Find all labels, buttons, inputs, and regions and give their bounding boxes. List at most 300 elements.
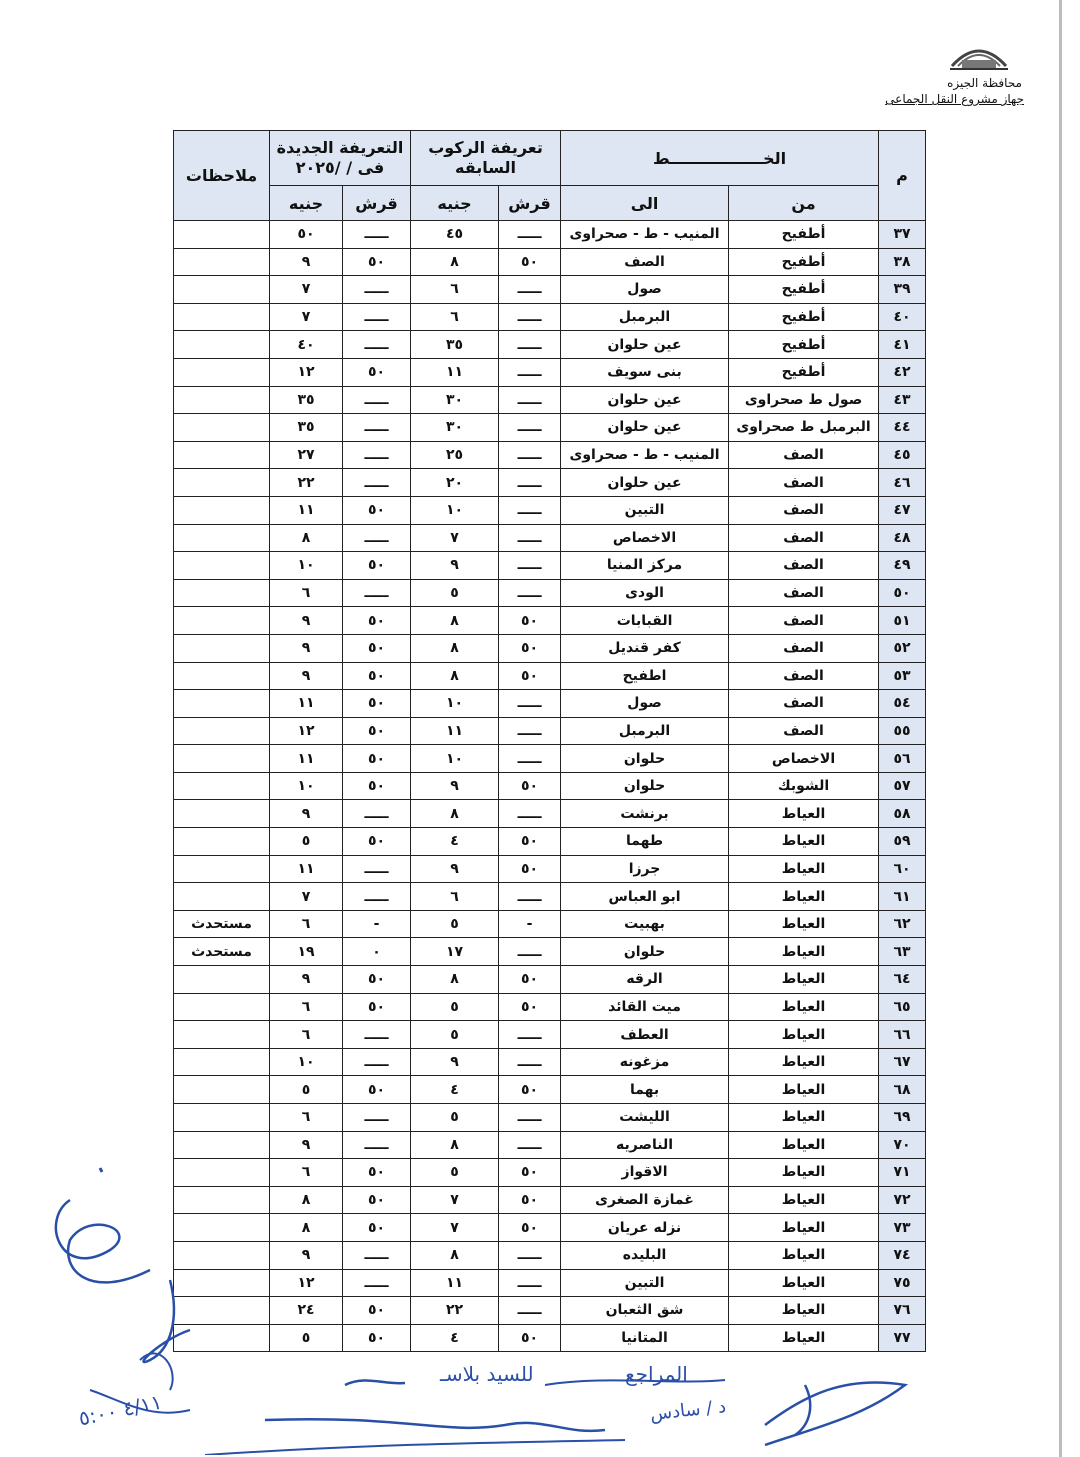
old-fare-pound: ٥ — [411, 579, 499, 607]
route-to: المتانيا — [561, 1324, 729, 1352]
old-fare-pound: ٨ — [411, 1241, 499, 1269]
route-to: صول — [561, 276, 729, 304]
row-note — [174, 524, 270, 552]
table-row — [174, 662, 926, 690]
route-from: أطفيح — [729, 358, 879, 386]
old-fare-piaster: ـــــ — [499, 331, 561, 359]
route-to: البرمبل — [561, 303, 729, 331]
route-to: حلوان — [561, 772, 729, 800]
table-row — [174, 469, 926, 497]
old-fare-piaster: ـــــ — [499, 221, 561, 249]
new-fare-piaster: ـــــ — [343, 469, 411, 497]
old-fare-pound: ٩ — [411, 552, 499, 580]
table-row — [174, 966, 926, 994]
row-number: ٥٨ — [879, 800, 926, 828]
row-number: ٥١ — [879, 607, 926, 635]
old-fare-piaster: ـــــ — [499, 1048, 561, 1076]
new-fare-pound: ٢٤ — [270, 1297, 343, 1325]
row-number: ٧٦ — [879, 1297, 926, 1325]
row-note — [174, 303, 270, 331]
row-note — [174, 496, 270, 524]
new-fare-piaster: ٥٠ — [343, 552, 411, 580]
new-fare-piaster: ٥٠ — [343, 1214, 411, 1242]
handwritten-signatures-bottom — [205, 1355, 925, 1455]
row-number: ٤١ — [879, 331, 926, 359]
row-number: ٦١ — [879, 883, 926, 911]
old-fare-pound: ١٠ — [411, 496, 499, 524]
row-number: ٤٦ — [879, 469, 926, 497]
new-fare-pound: ٩ — [270, 1131, 343, 1159]
old-fare-pound: ١٧ — [411, 938, 499, 966]
old-fare-piaster: ٥٠ — [499, 828, 561, 856]
old-fare-pound: ١١ — [411, 1269, 499, 1297]
new-fare-pound: ٦ — [270, 1104, 343, 1132]
table-row — [174, 634, 926, 662]
row-note — [174, 552, 270, 580]
route-to: برنشت — [561, 800, 729, 828]
route-from: أطفيح — [729, 331, 879, 359]
new-fare-pound: ٩ — [270, 248, 343, 276]
new-fare-piaster: ٠ — [343, 938, 411, 966]
route-to: صول — [561, 690, 729, 718]
old-fare-piaster: ٥٠ — [499, 607, 561, 635]
table-row — [174, 1104, 926, 1132]
route-from: الصف — [729, 579, 879, 607]
route-to: نزله عريان — [561, 1214, 729, 1242]
new-fare-pound: ٩ — [270, 634, 343, 662]
table-row — [174, 745, 926, 773]
old-fare-piaster: ـــــ — [499, 303, 561, 331]
row-note — [174, 855, 270, 883]
table-row — [174, 855, 926, 883]
row-note — [174, 800, 270, 828]
table-row — [174, 828, 926, 856]
route-from: العياط — [729, 1324, 879, 1352]
row-number: ٤٠ — [879, 303, 926, 331]
route-from: الصف — [729, 607, 879, 635]
old-fare-pound: ٤ — [411, 828, 499, 856]
old-fare-piaster: ـــــ — [499, 883, 561, 911]
route-from: العياط — [729, 1297, 879, 1325]
new-fare-piaster: ٥٠ — [343, 1186, 411, 1214]
route-from: أطفيح — [729, 303, 879, 331]
giza-logo — [948, 38, 1010, 74]
old-fare-piaster: ـــــ — [499, 745, 561, 773]
route-to: حلوان — [561, 938, 729, 966]
table-row — [174, 1021, 926, 1049]
row-number: ٧٠ — [879, 1131, 926, 1159]
table-row — [174, 358, 926, 386]
old-fare-pound: ٢٢ — [411, 1297, 499, 1325]
old-fare-piaster: ٥٠ — [499, 1159, 561, 1187]
old-fare-piaster: ـــــ — [499, 717, 561, 745]
old-fare-pound: ٥ — [411, 993, 499, 1021]
table-row — [174, 1076, 926, 1104]
old-fare-pound: ٢٥ — [411, 441, 499, 469]
old-fare-piaster: ـــــ — [499, 276, 561, 304]
route-to: المنيب - ط - صحراوى — [561, 221, 729, 249]
route-to: بنى سويف — [561, 358, 729, 386]
new-fare-pound: ٢٢ — [270, 469, 343, 497]
new-fare-piaster: ـــــ — [343, 883, 411, 911]
old-fare-piaster: ـــــ — [499, 1269, 561, 1297]
route-from: الصف — [729, 662, 879, 690]
old-fare-pound: ٨ — [411, 607, 499, 635]
route-to: بهما — [561, 1076, 729, 1104]
route-to: الصف — [561, 248, 729, 276]
row-number: ٦٣ — [879, 938, 926, 966]
row-number: ٦٥ — [879, 993, 926, 1021]
route-from: العياط — [729, 966, 879, 994]
row-note — [174, 221, 270, 249]
new-fare-pound: ٢٧ — [270, 441, 343, 469]
new-fare-piaster: ٥٠ — [343, 1159, 411, 1187]
route-from: العياط — [729, 1241, 879, 1269]
old-fare-pound: ١٠ — [411, 690, 499, 718]
row-number: ٧٥ — [879, 1269, 926, 1297]
new-fare-piaster: ٥٠ — [343, 745, 411, 773]
row-number: ٤٤ — [879, 414, 926, 442]
new-fare-pound: ٨ — [270, 524, 343, 552]
new-fare-piaster: ـــــ — [343, 386, 411, 414]
new-fare-pound: ٩ — [270, 966, 343, 994]
route-to: بهبيت — [561, 910, 729, 938]
route-to: عين حلوان — [561, 386, 729, 414]
row-number: ٦٩ — [879, 1104, 926, 1132]
route-from: العياط — [729, 993, 879, 1021]
table-row — [174, 579, 926, 607]
row-note — [174, 1131, 270, 1159]
new-fare-piaster: ٥٠ — [343, 496, 411, 524]
route-from: أطفيح — [729, 248, 879, 276]
old-fare-piaster: ـــــ — [499, 938, 561, 966]
route-to: كفر قنديل — [561, 634, 729, 662]
new-fare-pound: ١٩ — [270, 938, 343, 966]
row-note — [174, 1021, 270, 1049]
row-note — [174, 414, 270, 442]
route-from: العياط — [729, 1131, 879, 1159]
route-to: حلوان — [561, 745, 729, 773]
old-fare-pound: ٥ — [411, 1104, 499, 1132]
header-new-pound: جنيه — [270, 186, 343, 221]
table-row — [174, 552, 926, 580]
new-fare-pound: ٥ — [270, 1324, 343, 1352]
route-to: الاقواز — [561, 1159, 729, 1187]
old-fare-piaster: ـــــ — [499, 690, 561, 718]
row-number: ٦٤ — [879, 966, 926, 994]
row-note — [174, 331, 270, 359]
route-to: مزغونه — [561, 1048, 729, 1076]
route-to: العطف — [561, 1021, 729, 1049]
table-row — [174, 1269, 926, 1297]
route-from: الصف — [729, 717, 879, 745]
row-number: ٣٧ — [879, 221, 926, 249]
route-from: العياط — [729, 800, 879, 828]
route-to: التبين — [561, 496, 729, 524]
row-note — [174, 1076, 270, 1104]
new-fare-piaster: ٥٠ — [343, 1297, 411, 1325]
old-fare-pound: ٧ — [411, 524, 499, 552]
table-row — [174, 993, 926, 1021]
header-notes: ملاحظات — [174, 131, 270, 221]
new-fare-pound: ١١ — [270, 496, 343, 524]
row-note — [174, 358, 270, 386]
route-to: الناصريه — [561, 1131, 729, 1159]
old-fare-pound: ٦ — [411, 303, 499, 331]
route-to: القبابات — [561, 607, 729, 635]
new-fare-piaster: ـــــ — [343, 1131, 411, 1159]
row-note — [174, 690, 270, 718]
row-number: ٤٧ — [879, 496, 926, 524]
table-row — [174, 772, 926, 800]
route-to: البليده — [561, 1241, 729, 1269]
new-fare-piaster: ٥٠ — [343, 828, 411, 856]
table-row — [174, 386, 926, 414]
row-number: ٧٧ — [879, 1324, 926, 1352]
route-from: العياط — [729, 1186, 879, 1214]
new-fare-pound: ٣٥ — [270, 414, 343, 442]
new-fare-pound: ١٠ — [270, 772, 343, 800]
old-fare-pound: ٨ — [411, 966, 499, 994]
route-to: غمازة الصغرى — [561, 1186, 729, 1214]
route-from: الاخصاص — [729, 745, 879, 773]
new-fare-piaster: ـــــ — [343, 221, 411, 249]
old-fare-piaster: ٥٠ — [499, 855, 561, 883]
row-number: ٥٥ — [879, 717, 926, 745]
row-number: ٧١ — [879, 1159, 926, 1187]
new-fare-pound: ١٠ — [270, 1048, 343, 1076]
governorate-name: محافظة الجيزه — [947, 76, 1022, 90]
route-from: العياط — [729, 1076, 879, 1104]
route-from: أطفيح — [729, 221, 879, 249]
route-from: الصف — [729, 441, 879, 469]
old-fare-piaster: ٥٠ — [499, 772, 561, 800]
new-fare-piaster: ـــــ — [343, 303, 411, 331]
new-fare-pound: ٩ — [270, 1241, 343, 1269]
row-note — [174, 772, 270, 800]
route-from: العياط — [729, 1214, 879, 1242]
new-fare-piaster: ـــــ — [343, 800, 411, 828]
route-from: العياط — [729, 1021, 879, 1049]
route-from: الصف — [729, 469, 879, 497]
new-fare-piaster: ـــــ — [343, 276, 411, 304]
old-fare-piaster: ـــــ — [499, 1297, 561, 1325]
route-from: العياط — [729, 855, 879, 883]
route-from: الصف — [729, 690, 879, 718]
old-fare-piaster: ـــــ — [499, 441, 561, 469]
new-fare-piaster: ـــــ — [343, 441, 411, 469]
header-old-piaster: قرش — [499, 186, 561, 221]
old-fare-piaster: ـــــ — [499, 800, 561, 828]
old-fare-piaster: ٥٠ — [499, 662, 561, 690]
new-fare-piaster: ٥٠ — [343, 717, 411, 745]
new-fare-piaster: ـــــ — [343, 1104, 411, 1132]
new-fare-piaster: ـــــ — [343, 855, 411, 883]
route-from: الصف — [729, 496, 879, 524]
table-row — [174, 1131, 926, 1159]
new-fare-pound: ٥٠ — [270, 221, 343, 249]
table-row — [174, 331, 926, 359]
row-number: ٥٩ — [879, 828, 926, 856]
table-row — [174, 717, 926, 745]
row-number: ٦٠ — [879, 855, 926, 883]
route-from: الصف — [729, 552, 879, 580]
new-fare-piaster: ـــــ — [343, 414, 411, 442]
signature-center-text: للسيد بلاسـ — [440, 1362, 534, 1386]
old-fare-pound: ٤ — [411, 1324, 499, 1352]
route-to: الرقه — [561, 966, 729, 994]
route-from: صول ط صحراوى — [729, 386, 879, 414]
row-number: ٤٣ — [879, 386, 926, 414]
route-from: العياط — [729, 1104, 879, 1132]
signature-reviewer-text: المراجع — [625, 1362, 688, 1386]
old-fare-piaster: ـــــ — [499, 1021, 561, 1049]
new-fare-piaster: ٥٠ — [343, 1076, 411, 1104]
row-number: ٤٥ — [879, 441, 926, 469]
route-to: مركز المنيا — [561, 552, 729, 580]
row-number: ٥٣ — [879, 662, 926, 690]
new-fare-pound: ٩ — [270, 662, 343, 690]
old-fare-pound: ٧ — [411, 1186, 499, 1214]
new-fare-piaster: ٥٠ — [343, 634, 411, 662]
row-note: مستحدث — [174, 910, 270, 938]
old-fare-pound: ٦ — [411, 276, 499, 304]
old-fare-pound: ٩ — [411, 1048, 499, 1076]
new-fare-piaster: ٥٠ — [343, 993, 411, 1021]
old-fare-pound: ٩ — [411, 772, 499, 800]
new-fare-pound: ٧ — [270, 303, 343, 331]
new-fare-pound: ٤٠ — [270, 331, 343, 359]
fare-table-wrapper — [173, 130, 925, 1352]
route-from: العياط — [729, 1048, 879, 1076]
row-note — [174, 717, 270, 745]
row-note — [174, 386, 270, 414]
new-fare-pound: ٥ — [270, 828, 343, 856]
new-fare-piaster: ٥٠ — [343, 358, 411, 386]
handwritten-date: ٤/١١ ٥:٠٠ — [76, 1389, 164, 1431]
route-to: ابو العباس — [561, 883, 729, 911]
new-fare-pound: ٨ — [270, 1214, 343, 1242]
table-row — [174, 441, 926, 469]
new-fare-piaster: ـــــ — [343, 524, 411, 552]
table-row — [174, 800, 926, 828]
row-note — [174, 993, 270, 1021]
row-note — [174, 966, 270, 994]
old-fare-piaster: ٥٠ — [499, 1076, 561, 1104]
old-fare-pound: ٨ — [411, 662, 499, 690]
old-fare-pound: ٦ — [411, 883, 499, 911]
old-fare-pound: ٨ — [411, 1131, 499, 1159]
new-fare-pound: ٥ — [270, 1076, 343, 1104]
old-fare-pound: ٨ — [411, 248, 499, 276]
route-from: العياط — [729, 1159, 879, 1187]
old-fare-piaster: ٥٠ — [499, 1186, 561, 1214]
old-fare-pound: ١١ — [411, 358, 499, 386]
old-fare-pound: ٣٠ — [411, 386, 499, 414]
old-fare-piaster: ـــــ — [499, 552, 561, 580]
route-to: الاخصاص — [561, 524, 729, 552]
table-row — [174, 910, 926, 938]
table-row — [174, 248, 926, 276]
route-from: أطفيح — [729, 276, 879, 304]
header-num: م — [879, 131, 926, 221]
old-fare-piaster: - — [499, 910, 561, 938]
table-row — [174, 221, 926, 249]
old-fare-pound: ١٠ — [411, 745, 499, 773]
new-fare-pound: ٧ — [270, 276, 343, 304]
new-fare-piaster: ـــــ — [343, 1269, 411, 1297]
agency-name: جهاز مشروع النقل الجماعى — [885, 92, 1024, 106]
new-fare-pound: ١٠ — [270, 552, 343, 580]
row-note — [174, 441, 270, 469]
new-fare-pound: ٨ — [270, 1186, 343, 1214]
row-note — [174, 828, 270, 856]
row-number: ٤٨ — [879, 524, 926, 552]
row-note — [174, 662, 270, 690]
new-fare-piaster: ـــــ — [343, 331, 411, 359]
header-new-piaster: قرش — [343, 186, 411, 221]
route-from: العياط — [729, 1269, 879, 1297]
header-new-fare: التعريفة الجديدة فى / /٢٠٢٥ — [270, 131, 411, 186]
row-note — [174, 1048, 270, 1076]
old-fare-piaster: ـــــ — [499, 358, 561, 386]
new-fare-pound: ١٢ — [270, 717, 343, 745]
route-to: طهما — [561, 828, 729, 856]
row-note: مستحدث — [174, 938, 270, 966]
row-note — [174, 469, 270, 497]
fare-table-body — [174, 221, 926, 1352]
row-number: ٥٤ — [879, 690, 926, 718]
new-fare-pound: ١٢ — [270, 358, 343, 386]
new-fare-piaster: ـــــ — [343, 1241, 411, 1269]
table-row — [174, 1186, 926, 1214]
old-fare-piaster: ـــــ — [499, 524, 561, 552]
table-row — [174, 607, 926, 635]
route-to: الليشت — [561, 1104, 729, 1132]
old-fare-piaster: ٥٠ — [499, 634, 561, 662]
new-fare-pound: ٩ — [270, 607, 343, 635]
new-fare-pound: ١١ — [270, 745, 343, 773]
new-fare-piaster: ٥٠ — [343, 248, 411, 276]
table-row — [174, 938, 926, 966]
table-row — [174, 303, 926, 331]
route-from: العياط — [729, 938, 879, 966]
route-to: جرزا — [561, 855, 729, 883]
old-fare-pound: ٣٥ — [411, 331, 499, 359]
new-fare-pound: ٦ — [270, 910, 343, 938]
old-fare-piaster: ـــــ — [499, 1104, 561, 1132]
new-fare-piaster: - — [343, 910, 411, 938]
new-fare-piaster: ٥٠ — [343, 662, 411, 690]
old-fare-piaster: ٥٠ — [499, 1214, 561, 1242]
route-to: المنيب - ط - صحراوى — [561, 441, 729, 469]
table-row — [174, 1241, 926, 1269]
old-fare-piaster: ـــــ — [499, 414, 561, 442]
row-number: ٧٤ — [879, 1241, 926, 1269]
old-fare-piaster: ٥٠ — [499, 993, 561, 1021]
row-note — [174, 1104, 270, 1132]
old-fare-piaster: ـــــ — [499, 469, 561, 497]
old-fare-pound: ٢٠ — [411, 469, 499, 497]
row-note — [174, 276, 270, 304]
table-row — [174, 883, 926, 911]
new-fare-piaster: ـــــ — [343, 1021, 411, 1049]
route-from: الصف — [729, 524, 879, 552]
route-to: عين حلوان — [561, 331, 729, 359]
table-row — [174, 1324, 926, 1352]
old-fare-pound: ٣٠ — [411, 414, 499, 442]
table-row — [174, 1297, 926, 1325]
